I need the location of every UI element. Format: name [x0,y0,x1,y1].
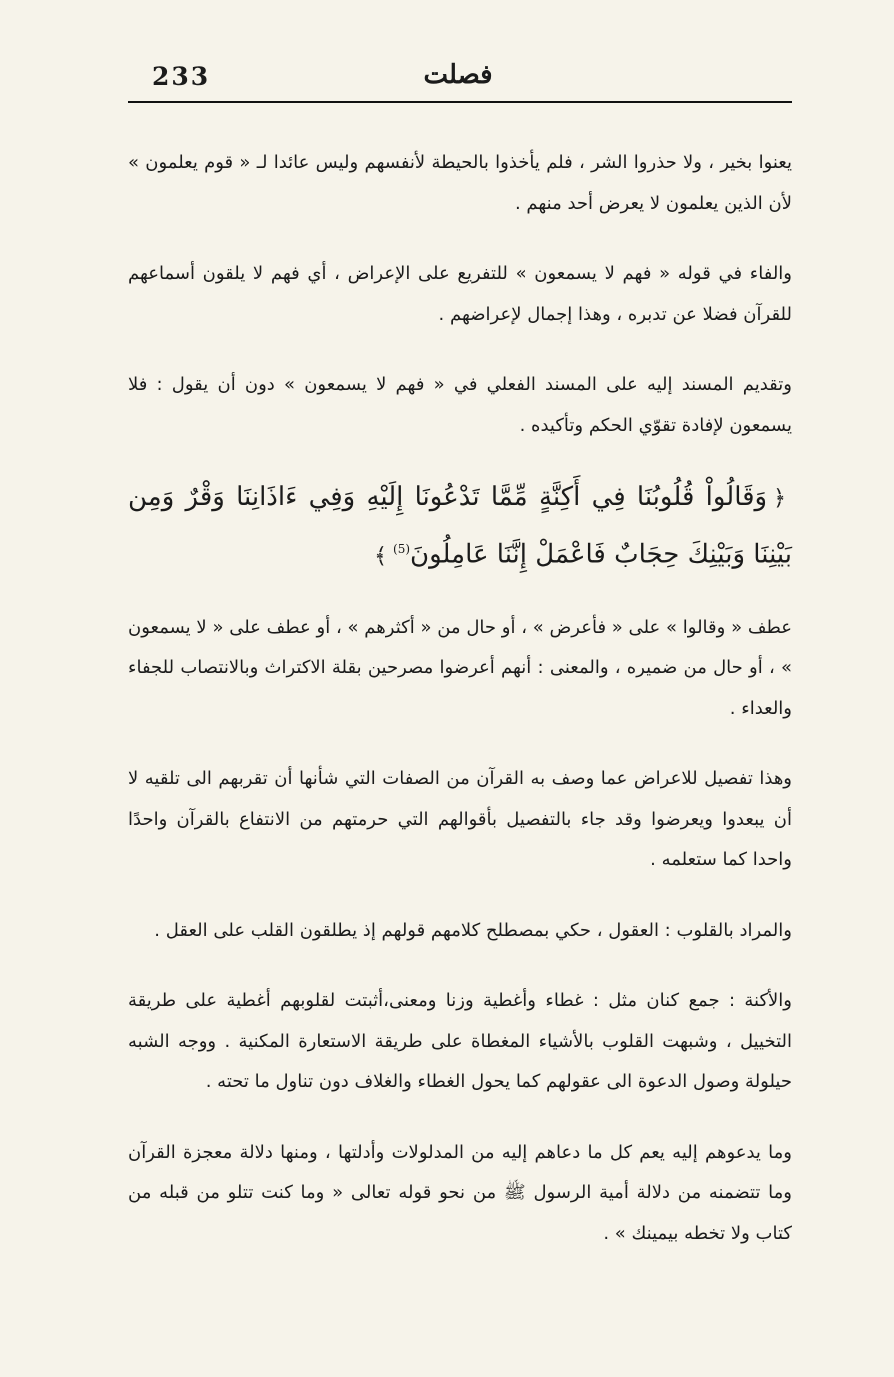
page-body [128,143,792,1254]
verse-open-ornament: ﴿ [773,486,786,511]
paragraph-8: وما يدعوهم إليه يعم كل ما دعاهم إليه من المدلولات وأدلتها ، ومنها دلالة معجزة القرآن وما تتضمنه من دلالة أمية الرسول ﷺ من نحو قوله تعالى « وما كنت تتلو من قبله من كتاب ولا تخطه بيمينك » . [128,1141,792,1244]
paragraph-6: والمراد بالقلوب : العقول ، حكي بمصطلح كلامهم قولهم إذ يطلقون القلب على العقل . [154,919,792,941]
page-header [128,62,792,102]
verse-text: وَقَالُواْ قُلُوبُنَا فِي أَكِنَّةٍ مِّمَّا تَدْعُونَا إِلَيْهِ وَفِي ءَاذَانِنَا وَقْرٌ وَمِن بَيْنِنَا وَبَيْنِكَ حِجَابٌ فَاعْمَلْ إِنَّنَا عَامِلُونَ [128,482,792,570]
header-rule [128,101,792,103]
paragraph-1: يعنوا بخير ، ولا حذروا الشر ، فلم يأخذوا بالحيطة لأنفسهم وليس عائدا لـ « قوم يعلمون » لأن الذين يعلمون لا يعرض أحد منهم . [128,152,792,214]
verse-close-ornament: ﴾ [374,543,387,569]
footnote-marker: (5) [393,542,411,556]
paragraph-4: عطف « وقالوا » على « فأعرض » ، أو حال من « أكثرهم » ، أو عطف على « لا يسمعون » ، أو حال من ضميره ، والمعنى : أنهم أعرضوا مصرحين بقلة الاكتراث وبالانتصاب للجفاء والعداء . [128,616,792,719]
paragraph-3: وتقديم المسند إليه على المسند الفعلي في « فهم لا يسمعون » دون أن يقول : فلا يسمعون لإفادة تقوّي الحكم وتأكيده . [128,374,792,436]
quran-verse [128,472,792,582]
paragraph-5: وهذا تفصيل للاعراض عما وصف به القرآن من الصفات التي شأنها أن تقربهم الى تلقيه لا أن يبعدوا ويعرضوا وقد جاء بالتفصيل بأقوالهم التي حرمتهم من الانتفاع بالقرآن واحدًا واحدا كما ستعلمه . [128,768,792,871]
page-number: 233 [152,62,211,91]
paragraph-7: والأكنة : جمع كنان مثل : غطاء وأغطية وزنا ومعنى،أثبتت لقلوبهم أغطية على طريقة التخييل ، وشبهت القلوب بالأشياء المغطاة على طريقة الاستعارة المكنية . ووجه الشبه حيلولة وصول الدعوة الى عقولهم كما يحول الغطاء والغلاف دون تناول ما تحته . [128,990,792,1093]
paragraph-2: والفاء في قوله « فهم لا يسمعون » للتفريع على الإعراض ، أي فهم لا يلقون أسماعهم للقرآن فضلا عن تدبره ، وهذا إجمال لإعراضهم . [128,263,792,325]
running-title: فصلت [423,60,493,90]
